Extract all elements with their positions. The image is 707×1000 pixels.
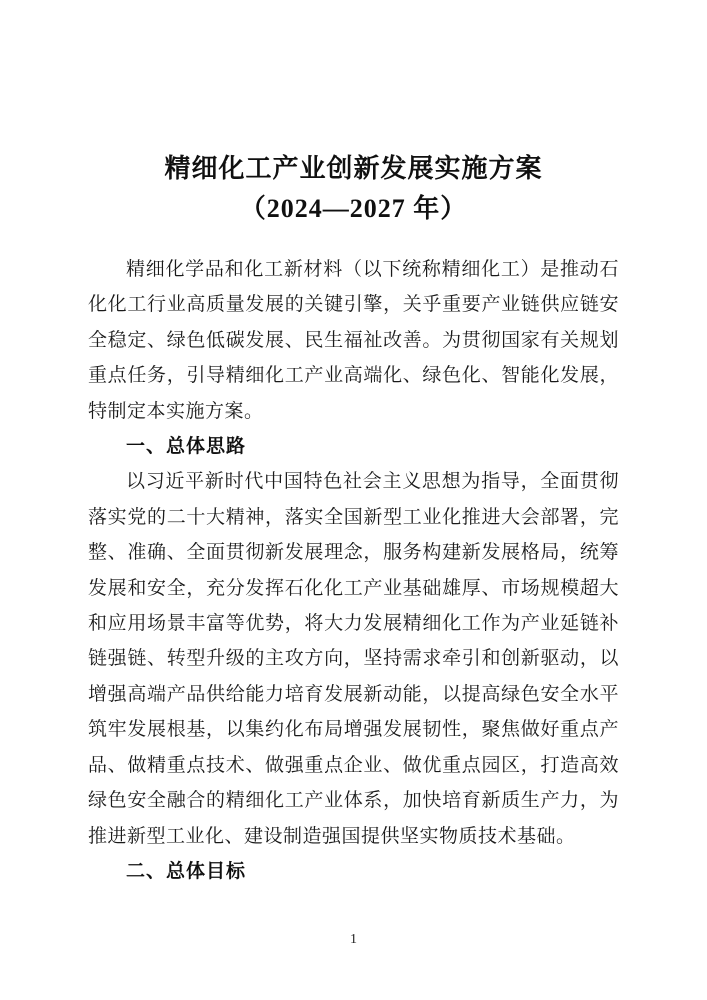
document-title bbox=[0, 149, 707, 229]
paragraph-guiding-principles: 以习近平新时代中国特色社会主义思想为指导，全面贯彻落实党的二十大精神，落实全国新型工业化推进大会部署，完整、准确、全面贯彻新发展理念，服务构建新发展格局，统筹发展和安全，充分发挥石化化工产业基础雄厚、市场规模超大和应用场景丰富等优势，将大力发展精细化工作为产业延链补链强链、转型升级的主攻方向，坚持需求牵引和创新驱动，以增强高端产品供给能力培育发展新动能，以提高绿色安全水平筑牢发展根基，以集约化布局增强发展韧性，聚焦做好重点产品、做精重点技术、做强重点企业、做优重点园区，打造高效绿色安全融合的精细化工产业体系，加快培育新质生产力，为推进新型工业化、建设制造强国提供坚实物质技术基础。 bbox=[88, 471, 619, 847]
section-heading-overall-approach: 一、总体思路 bbox=[126, 436, 247, 458]
page-number: 1 bbox=[350, 932, 357, 947]
document-title-line-1: 精细化工产业创新发展实施方案 bbox=[164, 154, 543, 183]
paragraph-introduction: 精细化学品和化工新材料（以下统称精细化工）是推动石化化工行业高质量发展的关键引擎，关乎重要产业链供应链安全稳定、绿色低碳发展、民生福祉改善。为贯彻国家有关规划重点任务，引导精细化工产业高端化、绿色化、智能化发展，特制定本实施方案。 bbox=[88, 259, 619, 422]
document-body bbox=[88, 252, 619, 889]
section-heading-overall-goals: 二、总体目标 bbox=[126, 860, 247, 882]
document-title-line-2: （2024—2027 年） bbox=[239, 194, 468, 223]
